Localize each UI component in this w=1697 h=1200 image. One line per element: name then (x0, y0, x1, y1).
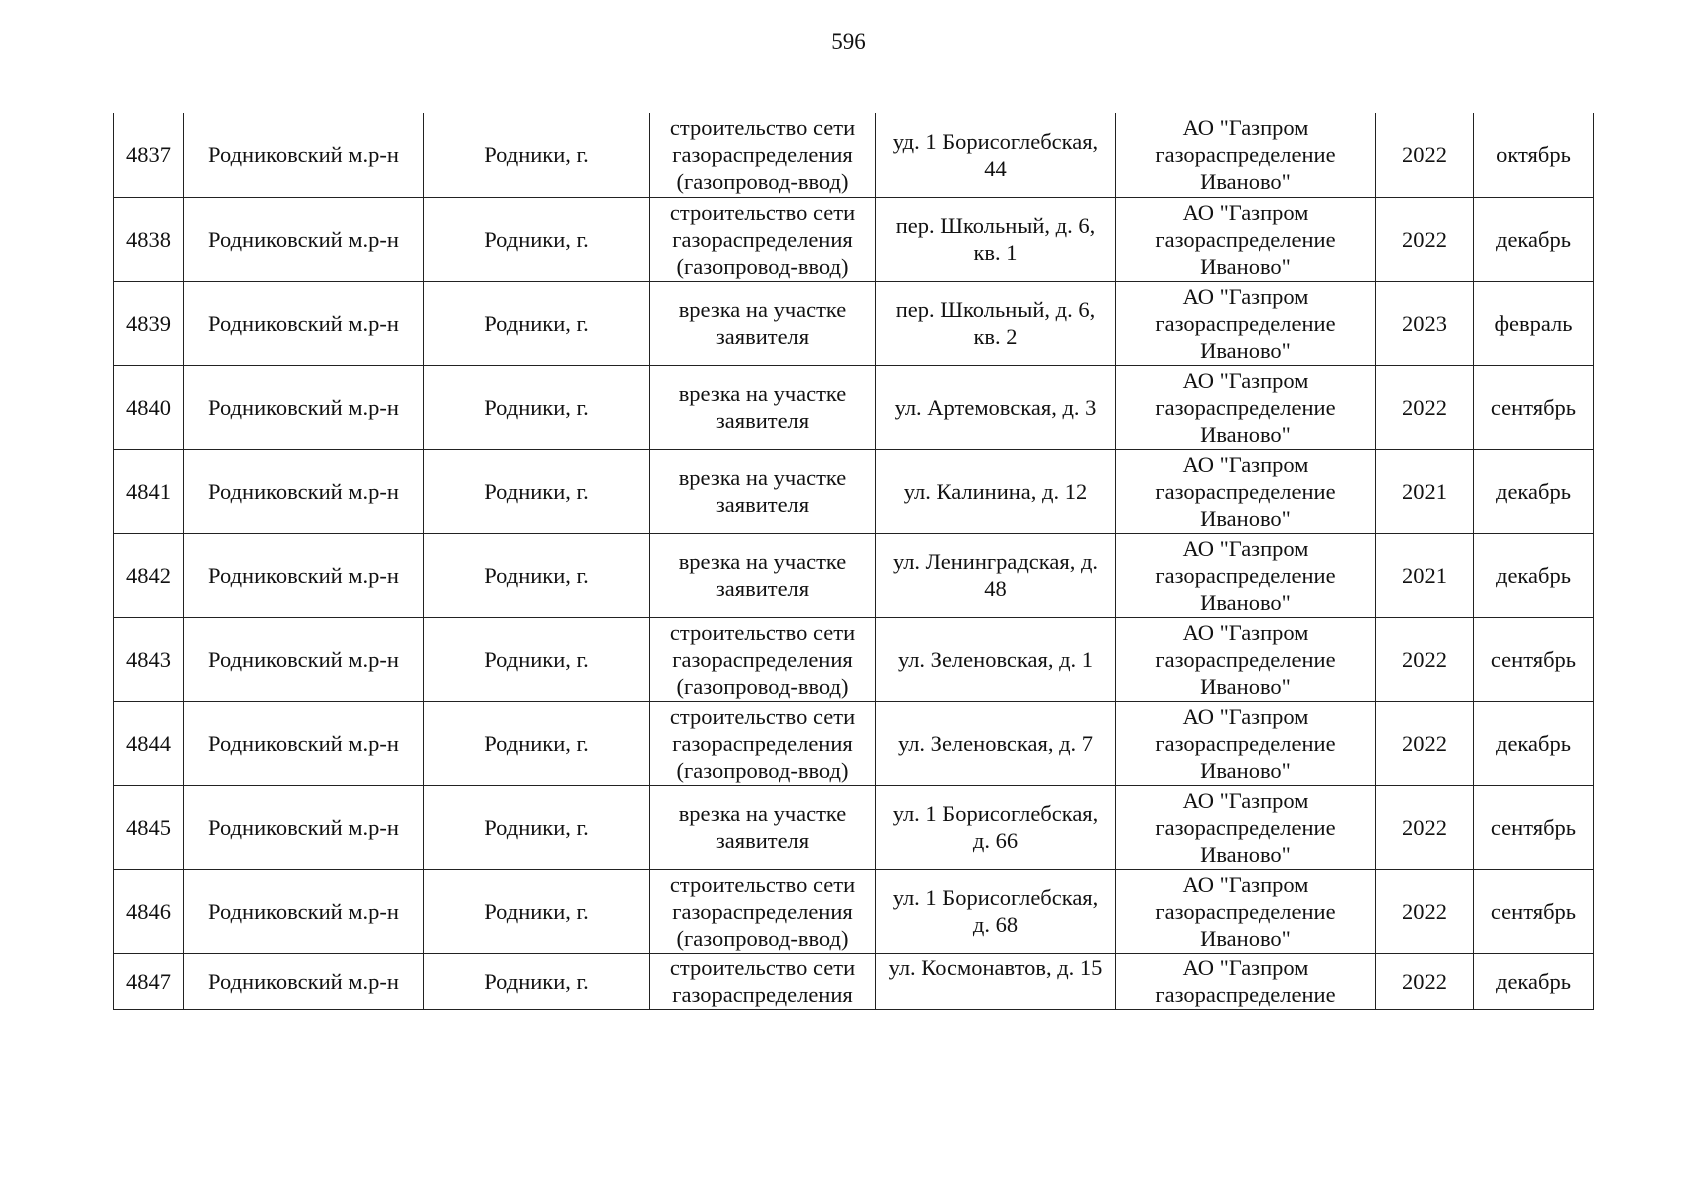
cell-city: Родники, г. (424, 197, 650, 281)
cell-city: Родники, г. (424, 617, 650, 701)
cell-number: 4841 (114, 449, 184, 533)
cell-district: Родниковский м.р-н (184, 449, 424, 533)
cell-district: Родниковский м.р-н (184, 869, 424, 953)
cell-address: ул. Артемовская, д. 3 (876, 365, 1116, 449)
table-row (114, 869, 1594, 953)
cell-district: Родниковский м.р-н (184, 281, 424, 365)
cell-organization: АО "Газпром газораспределение Иваново" (1116, 701, 1376, 785)
table-row (114, 533, 1594, 617)
cell-organization: АО "Газпром газораспределение Иваново" (1116, 533, 1376, 617)
table-row (114, 617, 1594, 701)
cell-work-type: врезка на участке заявителя (650, 365, 876, 449)
cell-organization (1116, 953, 1376, 1009)
cell-district: Родниковский м.р-н (184, 785, 424, 869)
table-row (114, 197, 1594, 281)
cell-month: декабрь (1474, 533, 1594, 617)
cell-address: пер. Школьный, д. 6, кв. 1 (876, 197, 1116, 281)
cell-city: Родники, г. (424, 785, 650, 869)
cell-organization: АО "Газпром газораспределение Иваново" (1116, 365, 1376, 449)
cell-month: декабрь (1474, 701, 1594, 785)
cell-organization: АО "Газпром газораспределение Иваново" (1116, 113, 1376, 197)
cell-address: ул. Зеленовская, д. 7 (876, 701, 1116, 785)
cell-work-type: строительство сети газораспределения (газопровод-ввод) (650, 197, 876, 281)
cell-address: ул. Ленинградская, д. 48 (876, 533, 1116, 617)
cell-district: Родниковский м.р-н (184, 197, 424, 281)
cell-work-type (650, 953, 876, 1009)
cell-month: декабрь (1474, 953, 1594, 1009)
cell-number: 4846 (114, 869, 184, 953)
cell-number: 4840 (114, 365, 184, 449)
page-number: 596 (831, 29, 866, 54)
table-row (114, 449, 1594, 533)
cell-organization: АО "Газпром газораспределение Иваново" (1116, 785, 1376, 869)
data-table (113, 113, 1594, 1010)
cell-number: 4838 (114, 197, 184, 281)
cell-number: 4839 (114, 281, 184, 365)
cell-year: 2021 (1376, 449, 1474, 533)
cell-address: ул. Зеленовская, д. 1 (876, 617, 1116, 701)
cell-year: 2022 (1376, 785, 1474, 869)
cell-year: 2022 (1376, 701, 1474, 785)
cell-work-type: строительство сети газораспределения (газопровод-ввод) (650, 869, 876, 953)
cell-address: ул. 1 Борисоглебская, д. 66 (876, 785, 1116, 869)
cell-organization: АО "Газпром газораспределение Иваново" (1116, 281, 1376, 365)
cell-year: 2021 (1376, 533, 1474, 617)
table-row (114, 785, 1594, 869)
table-row (114, 281, 1594, 365)
cell-city: Родники, г. (424, 701, 650, 785)
cell-month: сентябрь (1474, 617, 1594, 701)
cell-month: декабрь (1474, 449, 1594, 533)
cell-organization: АО "Газпром газораспределение Иваново" (1116, 197, 1376, 281)
cell-month: сентябрь (1474, 785, 1594, 869)
cell-district: Родниковский м.р-н (184, 533, 424, 617)
table-row (114, 365, 1594, 449)
cell-district: Родниковский м.р-н (184, 701, 424, 785)
cell-district: Родниковский м.р-н (184, 365, 424, 449)
cell-work-type: врезка на участке заявителя (650, 785, 876, 869)
gas-connection-table (113, 113, 1593, 1010)
cell-number: 4844 (114, 701, 184, 785)
cell-number: 4842 (114, 533, 184, 617)
cell-work-type: строительство сети газораспределения (газопровод-ввод) (650, 701, 876, 785)
cell-address: пер. Школьный, д. 6, кв. 2 (876, 281, 1116, 365)
table-row (114, 113, 1594, 197)
cell-work-type: строительство сети газораспределения (газопровод-ввод) (650, 113, 876, 197)
cell-city: Родники, г. (424, 953, 650, 1009)
cell-number: 4847 (114, 953, 184, 1009)
cell-year: 2022 (1376, 365, 1474, 449)
table-row (114, 953, 1594, 1009)
cell-month: февраль (1474, 281, 1594, 365)
cell-month: декабрь (1474, 197, 1594, 281)
cell-address: ул. Калинина, д. 12 (876, 449, 1116, 533)
cell-month: октябрь (1474, 113, 1594, 197)
cell-organization: АО "Газпром газораспределение Иваново" (1116, 449, 1376, 533)
cell-number: 4843 (114, 617, 184, 701)
cell-year: 2022 (1376, 953, 1474, 1009)
cell-month: сентябрь (1474, 365, 1594, 449)
cell-city: Родники, г. (424, 365, 650, 449)
cell-district: Родниковский м.р-н (184, 617, 424, 701)
cell-year: 2022 (1376, 869, 1474, 953)
cell-work-type: врезка на участке заявителя (650, 533, 876, 617)
cell-district: Родниковский м.р-н (184, 113, 424, 197)
cell-work-type: врезка на участке заявителя (650, 449, 876, 533)
table-row (114, 701, 1594, 785)
cell-district: Родниковский м.р-н (184, 953, 424, 1009)
cell-year: 2022 (1376, 197, 1474, 281)
cell-work-type: врезка на участке заявителя (650, 281, 876, 365)
cell-organization-text: АО "Газпром газораспределение (1155, 954, 1336, 1007)
cell-city: Родники, г. (424, 449, 650, 533)
cell-organization: АО "Газпром газораспределение Иваново" (1116, 869, 1376, 953)
cell-year: 2023 (1376, 281, 1474, 365)
cell-organization: АО "Газпром газораспределение Иваново" (1116, 617, 1376, 701)
cell-address: уд. 1 Борисоглебская, 44 (876, 113, 1116, 197)
cell-city: Родники, г. (424, 533, 650, 617)
cell-number: 4845 (114, 785, 184, 869)
cell-city: Родники, г. (424, 113, 650, 197)
cell-address: ул. 1 Борисоглебская, д. 68 (876, 869, 1116, 953)
cell-city: Родники, г. (424, 281, 650, 365)
cell-number: 4837 (114, 113, 184, 197)
cell-address (876, 953, 1116, 1009)
cell-year: 2022 (1376, 113, 1474, 197)
cell-city: Родники, г. (424, 869, 650, 953)
cell-year: 2022 (1376, 617, 1474, 701)
cell-work-type-text: строительство сети газораспределения (669, 954, 856, 1007)
cell-address-text: ул. Космонавтов, д. 15 (888, 954, 1103, 980)
cell-work-type: строительство сети газораспределения (газопровод-ввод) (650, 617, 876, 701)
cell-month: сентябрь (1474, 869, 1594, 953)
